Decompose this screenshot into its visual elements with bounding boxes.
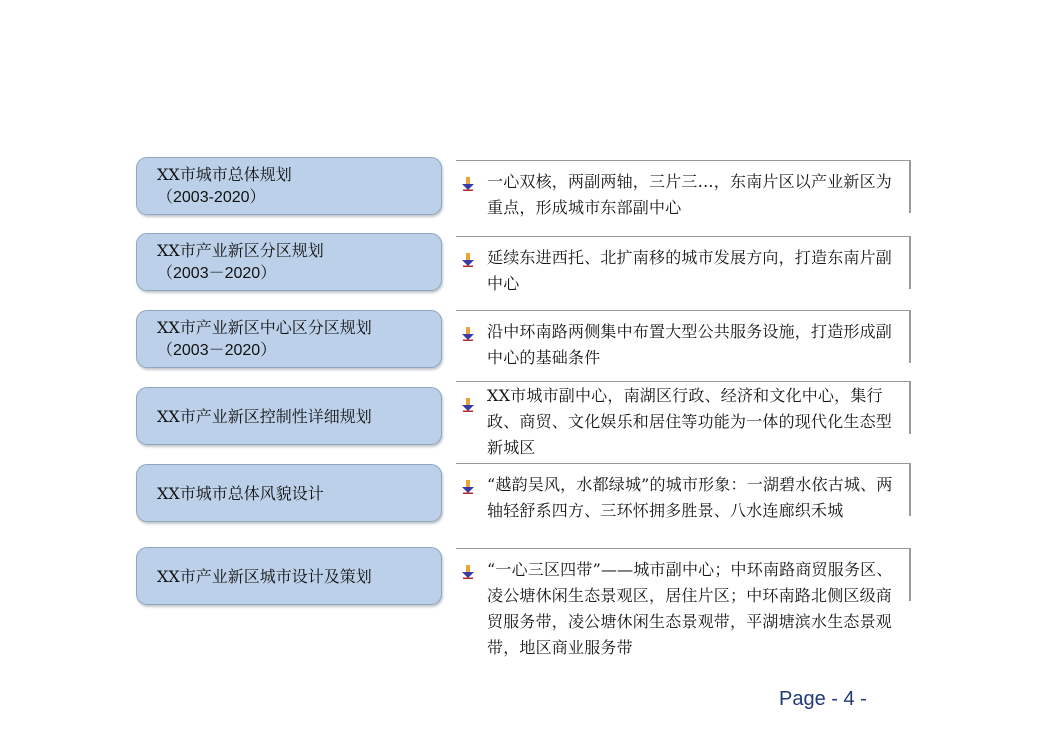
plan-title: XX市产业新区控制性详细规划 (157, 406, 372, 426)
arrow-bullet-icon (462, 327, 474, 341)
plan-description: 一心双核，两副两轴，三片三…，东南片区以产业新区为重点，形成城市东部副中心 (487, 172, 893, 217)
plan-title-box (136, 387, 442, 445)
plan-title: XX市产业新区城市设计及策划 (157, 566, 372, 586)
page-number: Page - 4 - (779, 688, 867, 710)
plan-title-box (136, 464, 442, 522)
arrow-bullet-icon (462, 177, 474, 191)
plan-description-box (456, 548, 911, 657)
plan-title: XX市产业新区分区规划 (157, 241, 324, 260)
plan-description-box (456, 310, 911, 367)
plan-description-box (456, 463, 911, 520)
plan-title-box (136, 310, 442, 368)
plan-description: XX市城市副中心，南湖区行政、经济和文化中心，集行政、商贸、文化娱乐和居住等功能为一体的现代化生态型新城区 (487, 386, 893, 457)
plan-description-box (456, 236, 911, 293)
plan-title: XX市城市总体风貌设计 (157, 483, 324, 503)
plan-title: XX市城市总体规划 (157, 165, 292, 184)
plan-title-box (136, 547, 442, 605)
plan-years: （2003－2020） (157, 265, 277, 282)
arrow-bullet-icon (462, 398, 474, 412)
plan-title-box (136, 157, 442, 215)
plan-description: 沿中环南路两侧集中布置大型公共服务设施，打造形成副中心的基础条件 (487, 322, 893, 367)
plan-title: XX市产业新区中心区分区规划 (157, 318, 372, 337)
plan-description: “越韵吴风，水都绿城”的城市形象：一湖碧水依古城、两轴轻舒系四方、三环怀拥多胜景、八水连廊织禾城 (487, 475, 893, 520)
plan-description-box (456, 381, 911, 457)
arrow-bullet-icon (462, 480, 474, 494)
plan-description: 延续东进西托、北扩南移的城市发展方向，打造东南片副中心 (487, 248, 893, 293)
arrow-bullet-icon (462, 565, 474, 579)
plan-years: （2003-2020） (157, 189, 266, 206)
plan-description-box (456, 160, 911, 217)
arrow-bullet-icon (462, 253, 474, 267)
plan-title-box (136, 233, 442, 291)
plan-description: “一心三区四带”——城市副中心；中环南路商贸服务区、凌公塘休闲生态景观区，居住片区；中环南路北侧区级商贸服务带，凌公塘休闲生态景观带，平湖塘滨水生态景观带，地区商业服务带 (487, 560, 893, 657)
plan-years: （2003－2020） (157, 342, 277, 359)
